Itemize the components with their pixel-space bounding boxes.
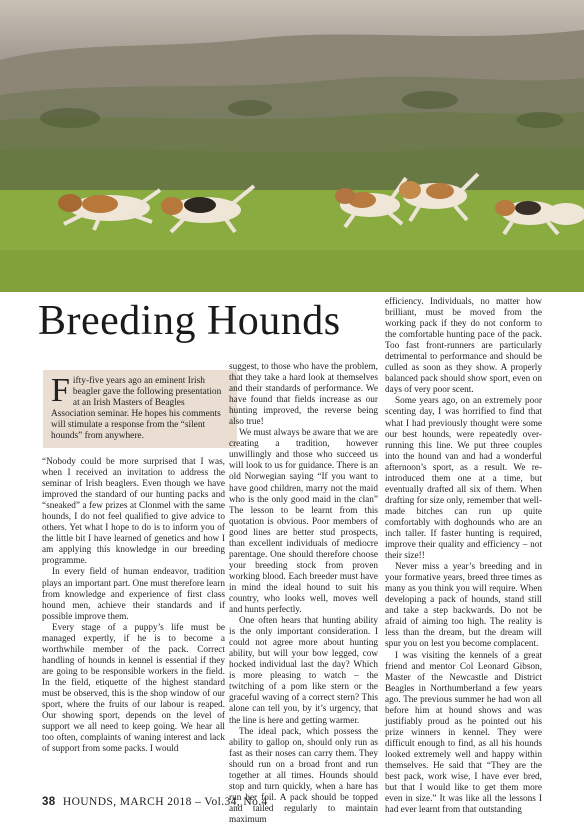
column-2 — [229, 362, 378, 826]
column-3 — [385, 297, 542, 816]
paragraph: efficiency. Individuals, no matter how brilliant, must be moved from the working pack if they do not conform to the comfortable hunting pace of the pack. Too fast front-runners are particularly detrimental to performance and should be culled as soon as they show. A properly balanced pack should show sport, even on days of very poor scent. — [385, 297, 542, 396]
paragraph: One often hears that hunting ability is the only important consideration. I could not agree more about hunting ability, but will your bow legged, cow hocked individual last the day? Which is more pleasing to watch – the twitching of a pom like stern or the graceful waving of a correct stern? This alone can tell you, by it’s urgency, that the line is here and getting warmer. — [229, 616, 378, 726]
intro-dropcap: F — [51, 372, 70, 409]
footer-publication: HOUNDS, MARCH 2018 – Vol.34, No.4 — [62, 796, 268, 808]
paragraph: The ideal pack, which possess the ability to gallop on, should only run as fast as their noses can carry them. They should run on a broad front and run together at all times. Hounds should stop and turn quickly, when a hare has run her foil. A pack should be topped and tailed regularly to maintain maximum — [229, 726, 378, 825]
intro-text: ifty-five years ago an eminent Irish beagler gave the following presentation at an Irish Masters of Beagles Association seminar. He hopes his comments will stimulate a response from the “silent hounds” from anywhere. — [51, 376, 222, 441]
page-number: 38 — [42, 796, 56, 808]
column-1 — [42, 457, 225, 755]
hero-photo-hounds-running — [0, 0, 584, 292]
paragraph: I was visiting the kennels of a great friend and mentor Col Leonard Gibson, Master of the Newcastle and District Beagles in Northumberland a few years ago. The previous summer he had won all before him at hound shows and was justifiably proud as he pointed out his prize winners in kennel. They were difficult enough to find, as all his hounds looked extremely well and happy within themselves. He said that “They are the best pack, work wise, I have ever bred, but that I would like to get them more even in size.” It was like all the lessons I had ever learnt from that outstanding — [385, 650, 542, 816]
paragraph: Some years ago, on an extremely poor scenting day, I was horrified to find that what I had previously thought were some our best hounds, were repeatedly over-running this line. We put three couples into the hound van and had a wonderful afternoon’s sport, as a result. We re-introduced them one at a time, but eventually drafted all six of them. When drafting for size only, remember that well-made bitches can run up quite comfortably with doghounds who are an inch taller. If faster hunting is required, improve their quality and efficiency – not their size!! — [385, 396, 542, 562]
paragraph: “Nobody could be more surprised that I was, when I received an invitation to address the seminar of Irish beaglers. Even though we have improved the standard of our hunting packs and “sneaked” a few prizes at Clonmel with the same hounds, I do not feel qualified to give advice to others. Yet what I hope to do is to inform you of the little bit I have learned of genetics and how I am applying this knowledge in our breeding programme. — [42, 457, 225, 567]
paragraph: In every field of human endeavor, tradition plays an important part. One must therefore learn from knowledge and experience of first class hound men, achieve their standards and if possible improve them. — [42, 567, 225, 622]
page-footer — [42, 796, 268, 808]
article-title: Breeding Hounds — [38, 298, 341, 344]
paragraph: Every stage of a puppy’s life must be managed expertly, if he is to become a worthwhile member of the pack. Correct handling of hounds in kennel is essential if they are going to be responsible workers in the field. In the field, etiquette of the highest standard must be observed, this is the shop window of our sport, where the fruits of our labour is reaped. Our showing sport, depends on the level of support we all need to keep going. We hear all too often, complaints of waning interest and lack of support from some packs. I would — [42, 622, 225, 755]
paragraph: Never miss a year’s breeding and in your formative years, breed three times as many as you think you will require. When developing a pack of hounds, stand still and take a step backwards. Do not be afraid of aiming too high. The reality is less than the dream, but the dream will spur you on lest you become complacent. — [385, 562, 542, 650]
paragraph: suggest, to those who have the problem, that they take a hard look at themselves and their standards of performance. We have found that fields increase as our hunting improved, the reverse being also true! — [229, 362, 378, 428]
intro-box — [43, 370, 237, 448]
paragraph: We must always be aware that we are creating a tradition, however unwillingly and those who succeed us will look to us for guidance. There is an old Norwegian saying “If you want to have good children, marry not the maid who is the only good maid in the clan” The lesson to be learnt from this quotation is obvious. Poor members of good lines are better stud prospects, than excellent individuals of mediocre parentage. One should therefore choose your breeding stock from proven working blood. Each breeder must have in mind the ideal hound to suit his country, who looks well, moves well and hunts perfectly. — [229, 428, 378, 616]
